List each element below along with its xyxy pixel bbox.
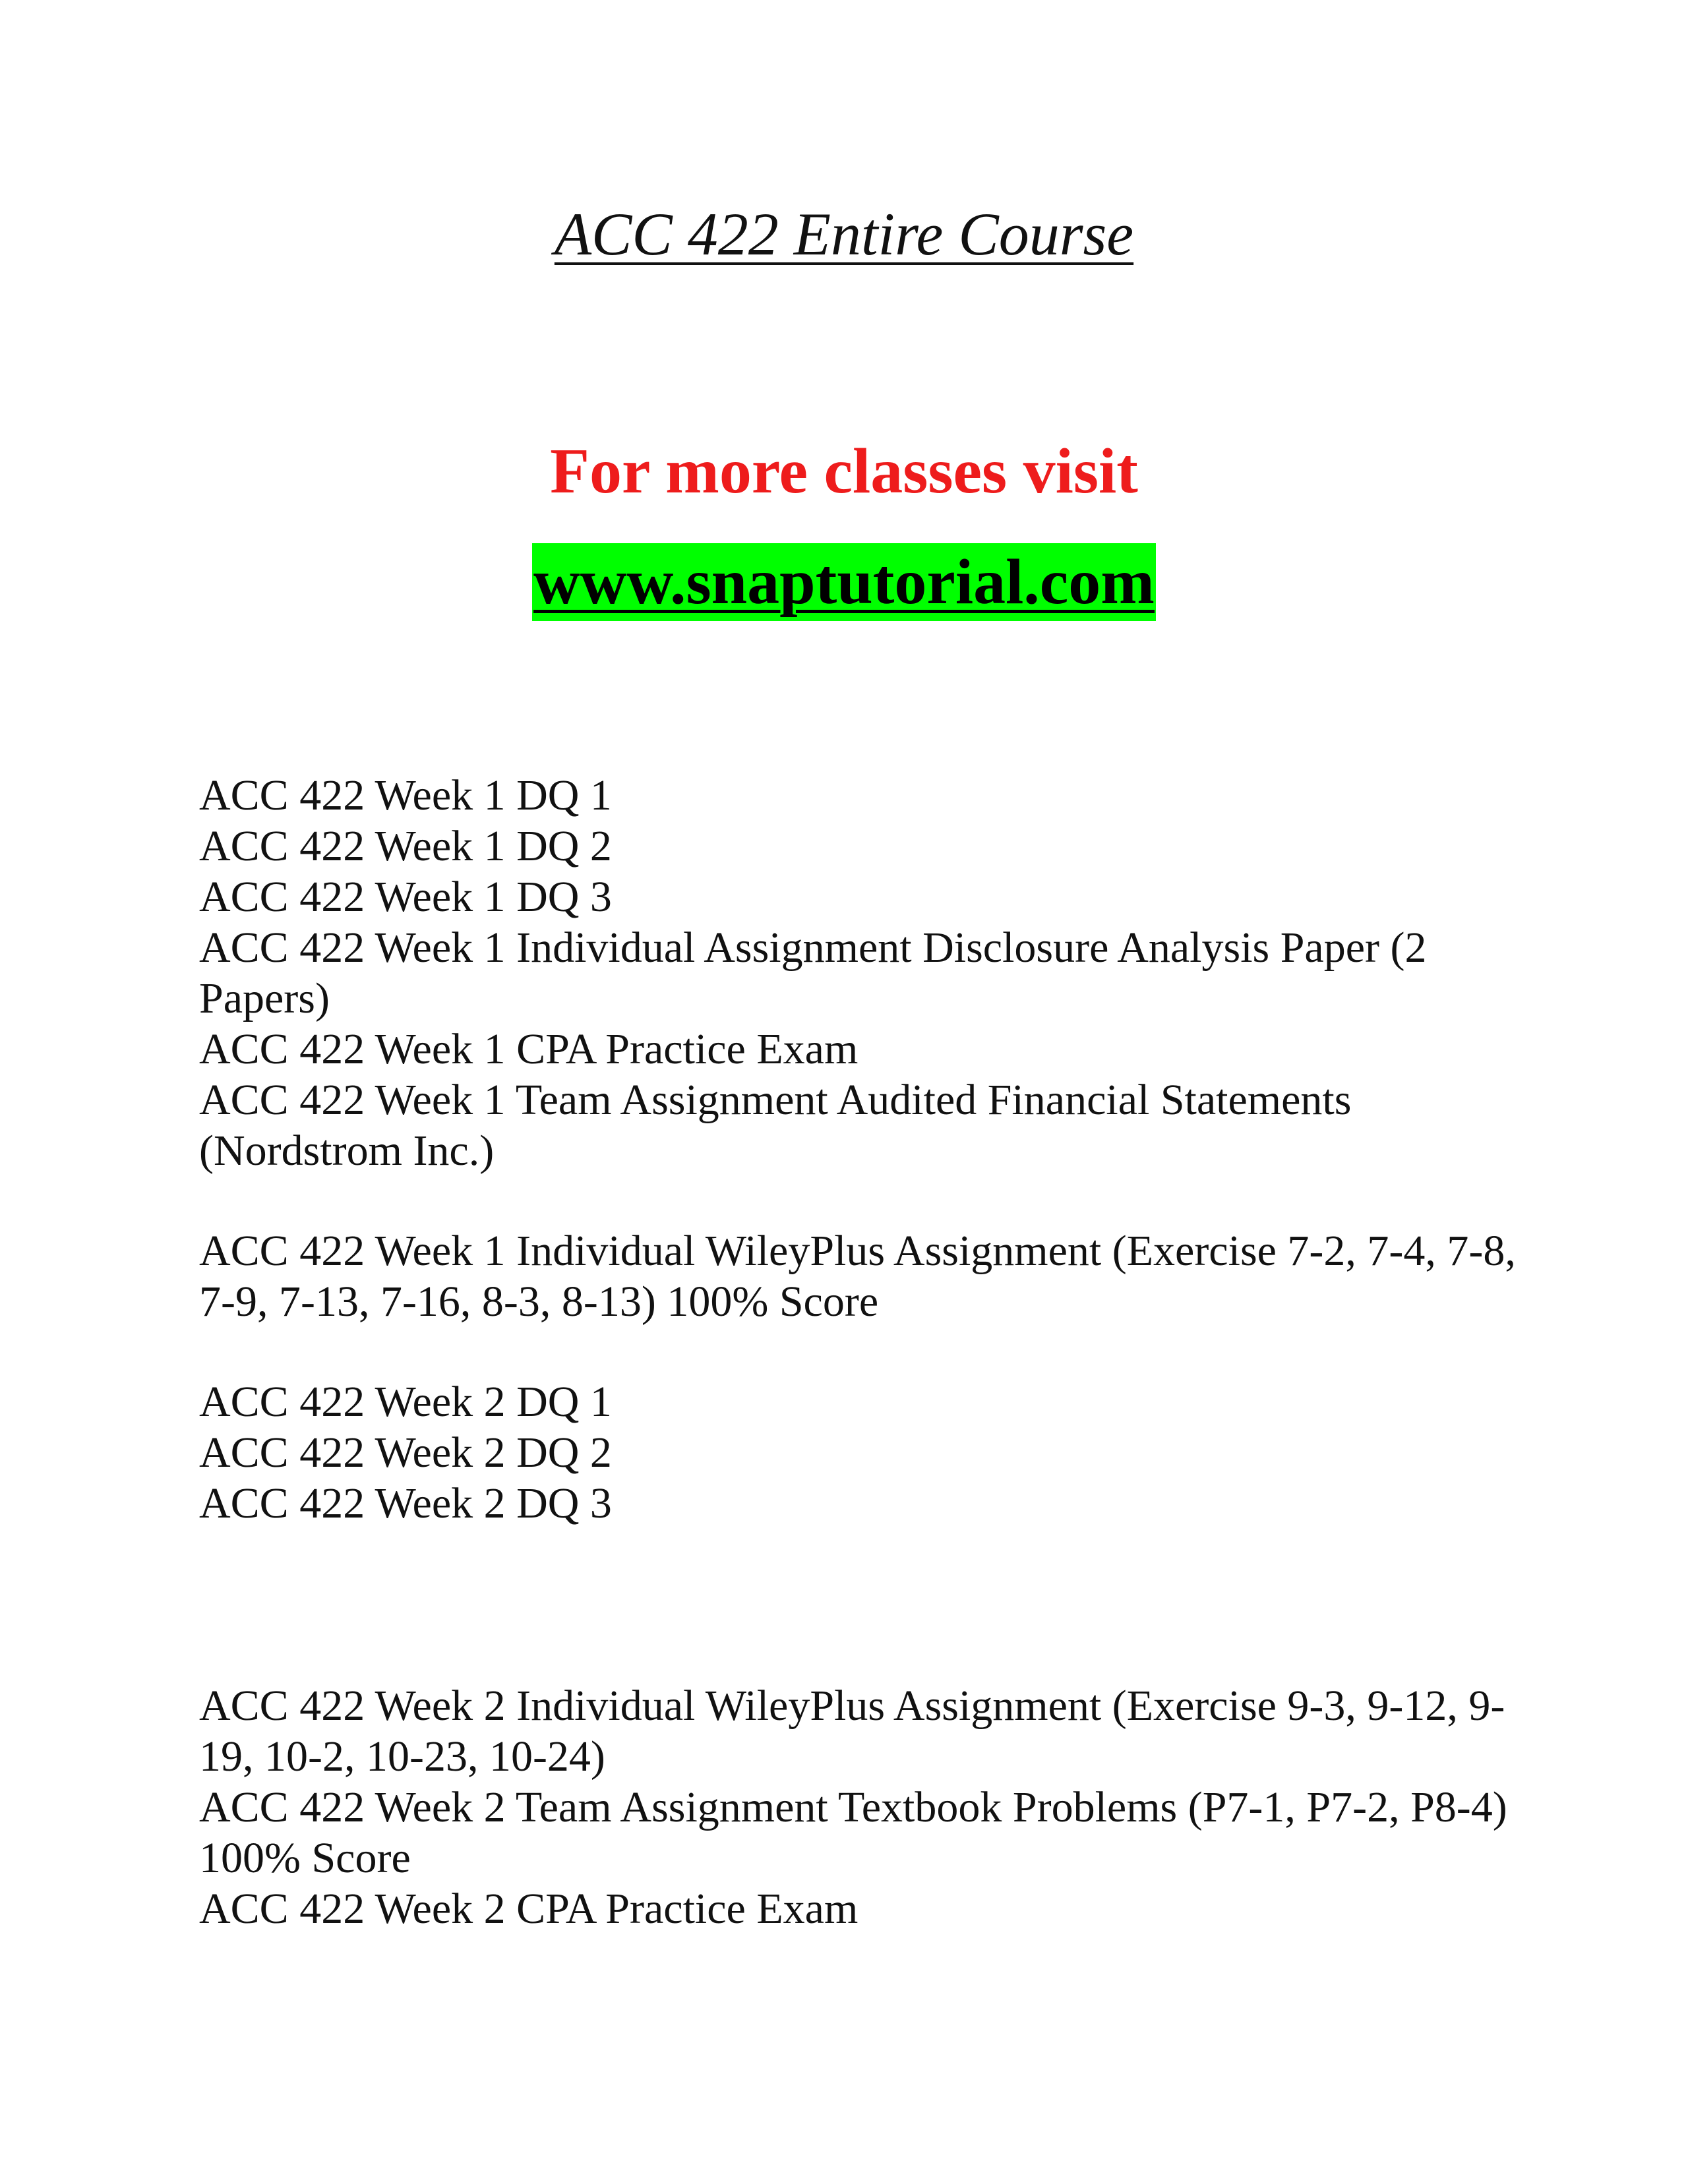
- course-item-list: [199, 770, 1518, 1934]
- course-item: ACC 422 Week 2 DQ 2: [199, 1429, 612, 1477]
- course-item: ACC 422 Week 2 DQ 3: [199, 1479, 612, 1527]
- course-item: ACC 422 Week 1 CPA Practice Exam: [199, 1025, 859, 1073]
- document-title: [0, 198, 1688, 270]
- course-item: ACC 422 Week 1 Team Assignment Audited Financial Statements (Nordstrom Inc.): [199, 1076, 1352, 1175]
- course-item: ACC 422 Week 1 DQ 3: [199, 873, 612, 921]
- promo-text: For more classes visit: [550, 436, 1138, 507]
- course-item: ACC 422 Week 2 Team Assignment Textbook Problems (P7-1, P7-2, P8-4) 100% Score: [199, 1783, 1507, 1882]
- website-link[interactable]: www.snaptutorial.com: [532, 543, 1156, 621]
- website-link-container: [0, 543, 1688, 621]
- course-item: ACC 422 Week 2 DQ 1: [199, 1378, 612, 1426]
- course-item: ACC 422 Week 2 CPA Practice Exam: [199, 1885, 859, 1933]
- document-title-text: ACC 422 Entire Course: [554, 200, 1134, 268]
- course-item: ACC 422 Week 1 DQ 2: [199, 822, 612, 870]
- course-item: ACC 422 Week 1 Individual Assignment Disclosure Analysis Paper (2 Papers): [199, 924, 1427, 1022]
- course-item: ACC 422 Week 1 DQ 1: [199, 771, 612, 819]
- course-item: ACC 422 Week 1 Individual WileyPlus Assignment (Exercise 7-2, 7-4, 7-8, 7-9, 7-13, 7-16, 8-3, 8-13) 100% Score: [199, 1227, 1516, 1326]
- course-item: ACC 422 Week 2 Individual WileyPlus Assignment (Exercise 9-3, 9-12, 9-19, 10-2, 10-23, 10-24): [199, 1682, 1505, 1781]
